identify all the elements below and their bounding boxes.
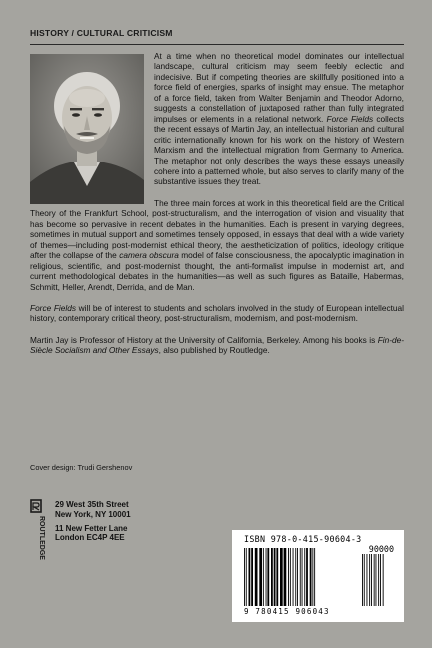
barcode-bar: [249, 548, 251, 606]
barcode-bar: [304, 548, 305, 606]
address-line: 29 West 35th Street: [55, 500, 129, 509]
header-rule: [30, 44, 404, 45]
barcode-bar: [259, 548, 262, 606]
barcode-bar: [380, 554, 381, 606]
isbn-label: ISBN 978-0-415-90604-3: [244, 534, 362, 544]
category-label: HISTORY / CULTURAL CRITICISM: [30, 28, 173, 38]
barcode-bar: [374, 554, 375, 606]
cover-design-credit: Cover design: Trudi Gershenov: [30, 463, 133, 472]
barcode-bar: [312, 548, 313, 606]
barcode-bar: [246, 548, 247, 606]
paragraph-1: [30, 51, 404, 187]
paragraph-1-text-2: collects the recent essays of Martin Jay, an intellectual historian and cultural critic internationally known for his work on the history of Western Marxism and the intellectual migration from Germany to America. The metaphor not only describes the ways these essays uneasily cohere into a patterned whole, but also serves to clarify many of the substantive issues they treat.: [154, 113, 404, 187]
barcode-bar: [280, 548, 283, 606]
address-line: 11 New Fetter Lane: [55, 523, 128, 533]
barcode-bar: [364, 554, 365, 606]
barcode-bar: [244, 548, 245, 606]
barcode-bar: [288, 548, 289, 606]
address-line: London EC4P 4EE: [55, 533, 125, 543]
barcode-bar: [284, 548, 287, 606]
barcode-bar: [362, 554, 363, 606]
barcode-bar: [266, 548, 267, 606]
barcode-bar: [263, 548, 264, 606]
address-new-york: [55, 500, 131, 520]
barcode-bar: [371, 554, 372, 606]
barcode-bar: [255, 548, 258, 606]
publisher-address: [55, 500, 131, 547]
barcode-panel: [232, 530, 404, 622]
barcode-bar: [383, 554, 384, 606]
address-london: [55, 524, 131, 544]
paragraph-2: [30, 198, 404, 292]
address-line: New York, NY 10001: [55, 509, 131, 519]
barcode-bar: [274, 548, 276, 606]
ean-barcode: [244, 548, 356, 606]
photo-spacer: [30, 51, 150, 201]
barcode-bar: [251, 548, 253, 606]
paragraph-3-text: will be of interest to students and scholars involved in the study of European intellectual history, contemporary critical theory, post-structuralism, modernism, and post-modernism.: [30, 302, 404, 324]
barcode-bar: [267, 548, 269, 606]
paragraph-4-text-1: Martin Jay is Professor of History at the University of California, Berkeley. Among his books is: [30, 334, 378, 345]
paragraph-4: [30, 335, 404, 356]
routledge-logo-icon: [30, 500, 44, 560]
ean-digits: 9 780415 906043: [244, 607, 330, 616]
barcode-bar: [295, 548, 296, 606]
paragraph-2-text-2: model of false consciousness, the apocalyptic imagination in religious, scientific, and post-modernist thought, the anti-formalist impulse in modernist art, and current methodological debates in the humanities—as well as such figures as Bataille, Habermas, Schmitt, Heller, Arendt, Derrida, and de Man.: [30, 250, 404, 292]
paragraph-1-title-italic: Force Fields: [326, 113, 374, 124]
barcode-bar: [293, 548, 294, 606]
paragraph-3: [30, 303, 404, 324]
barcode-bar: [376, 554, 377, 606]
barcode-bar: [271, 548, 273, 606]
barcode-bar: [369, 554, 370, 606]
paragraph-4-italic: Fin-de-Siècle Socialism and Other Essays: [30, 334, 404, 356]
barcode-bar: [300, 548, 301, 606]
barcode-bar: [302, 548, 303, 606]
price-code: 90000: [368, 544, 394, 554]
routledge-logo-text: ROUTLEDGE: [38, 516, 45, 560]
paragraph-2-text-1: The three main forces at work in this theoretical field are the Critical Theory of the Frankfurt School, post-structuralism, and the interrogation of vision and visuality that has become so pervasive in recent debates in the humanities. Each is present in varying degrees, sometimes in mutual support and sometimes tensely opposed, in essays that deal with a wide variety of themes—including post-modernist ethical theory, the aestheticization of politics, ideology critique after the collapse of the: [30, 197, 404, 261]
paragraph-3-title-italic: Force Fields: [30, 302, 76, 313]
barcode-bar: [306, 548, 308, 606]
paragraph-4-text-2: , also published by Routledge.: [158, 345, 270, 356]
barcode-bar: [314, 548, 315, 606]
barcode-bar: [297, 548, 298, 606]
barcode-bar: [310, 548, 312, 606]
paragraph-2-italic: camera obscura: [119, 250, 179, 261]
cover-copy: [30, 51, 404, 367]
routledge-logo: [30, 500, 44, 560]
barcode-bar: [378, 554, 379, 606]
price-addon-barcode: [362, 554, 394, 606]
barcode-bar: [367, 554, 368, 606]
paragraph-1-text-1: At a time when no theoretical model dominates our intellectual landscape, cultural criticism may seem feebly eclectic and indecisive. But if competing theories are skillfully positioned into a force field of energies, sparks of insight may ensue. The metaphor of a force field, taken from Walter Benjamin and Theodor Adorno, suggests a constellation of juxtaposed rather than fully integrated impulses or elements in a relational network.: [154, 51, 404, 124]
barcode-bar: [276, 548, 278, 606]
barcode-bar: [290, 548, 291, 606]
